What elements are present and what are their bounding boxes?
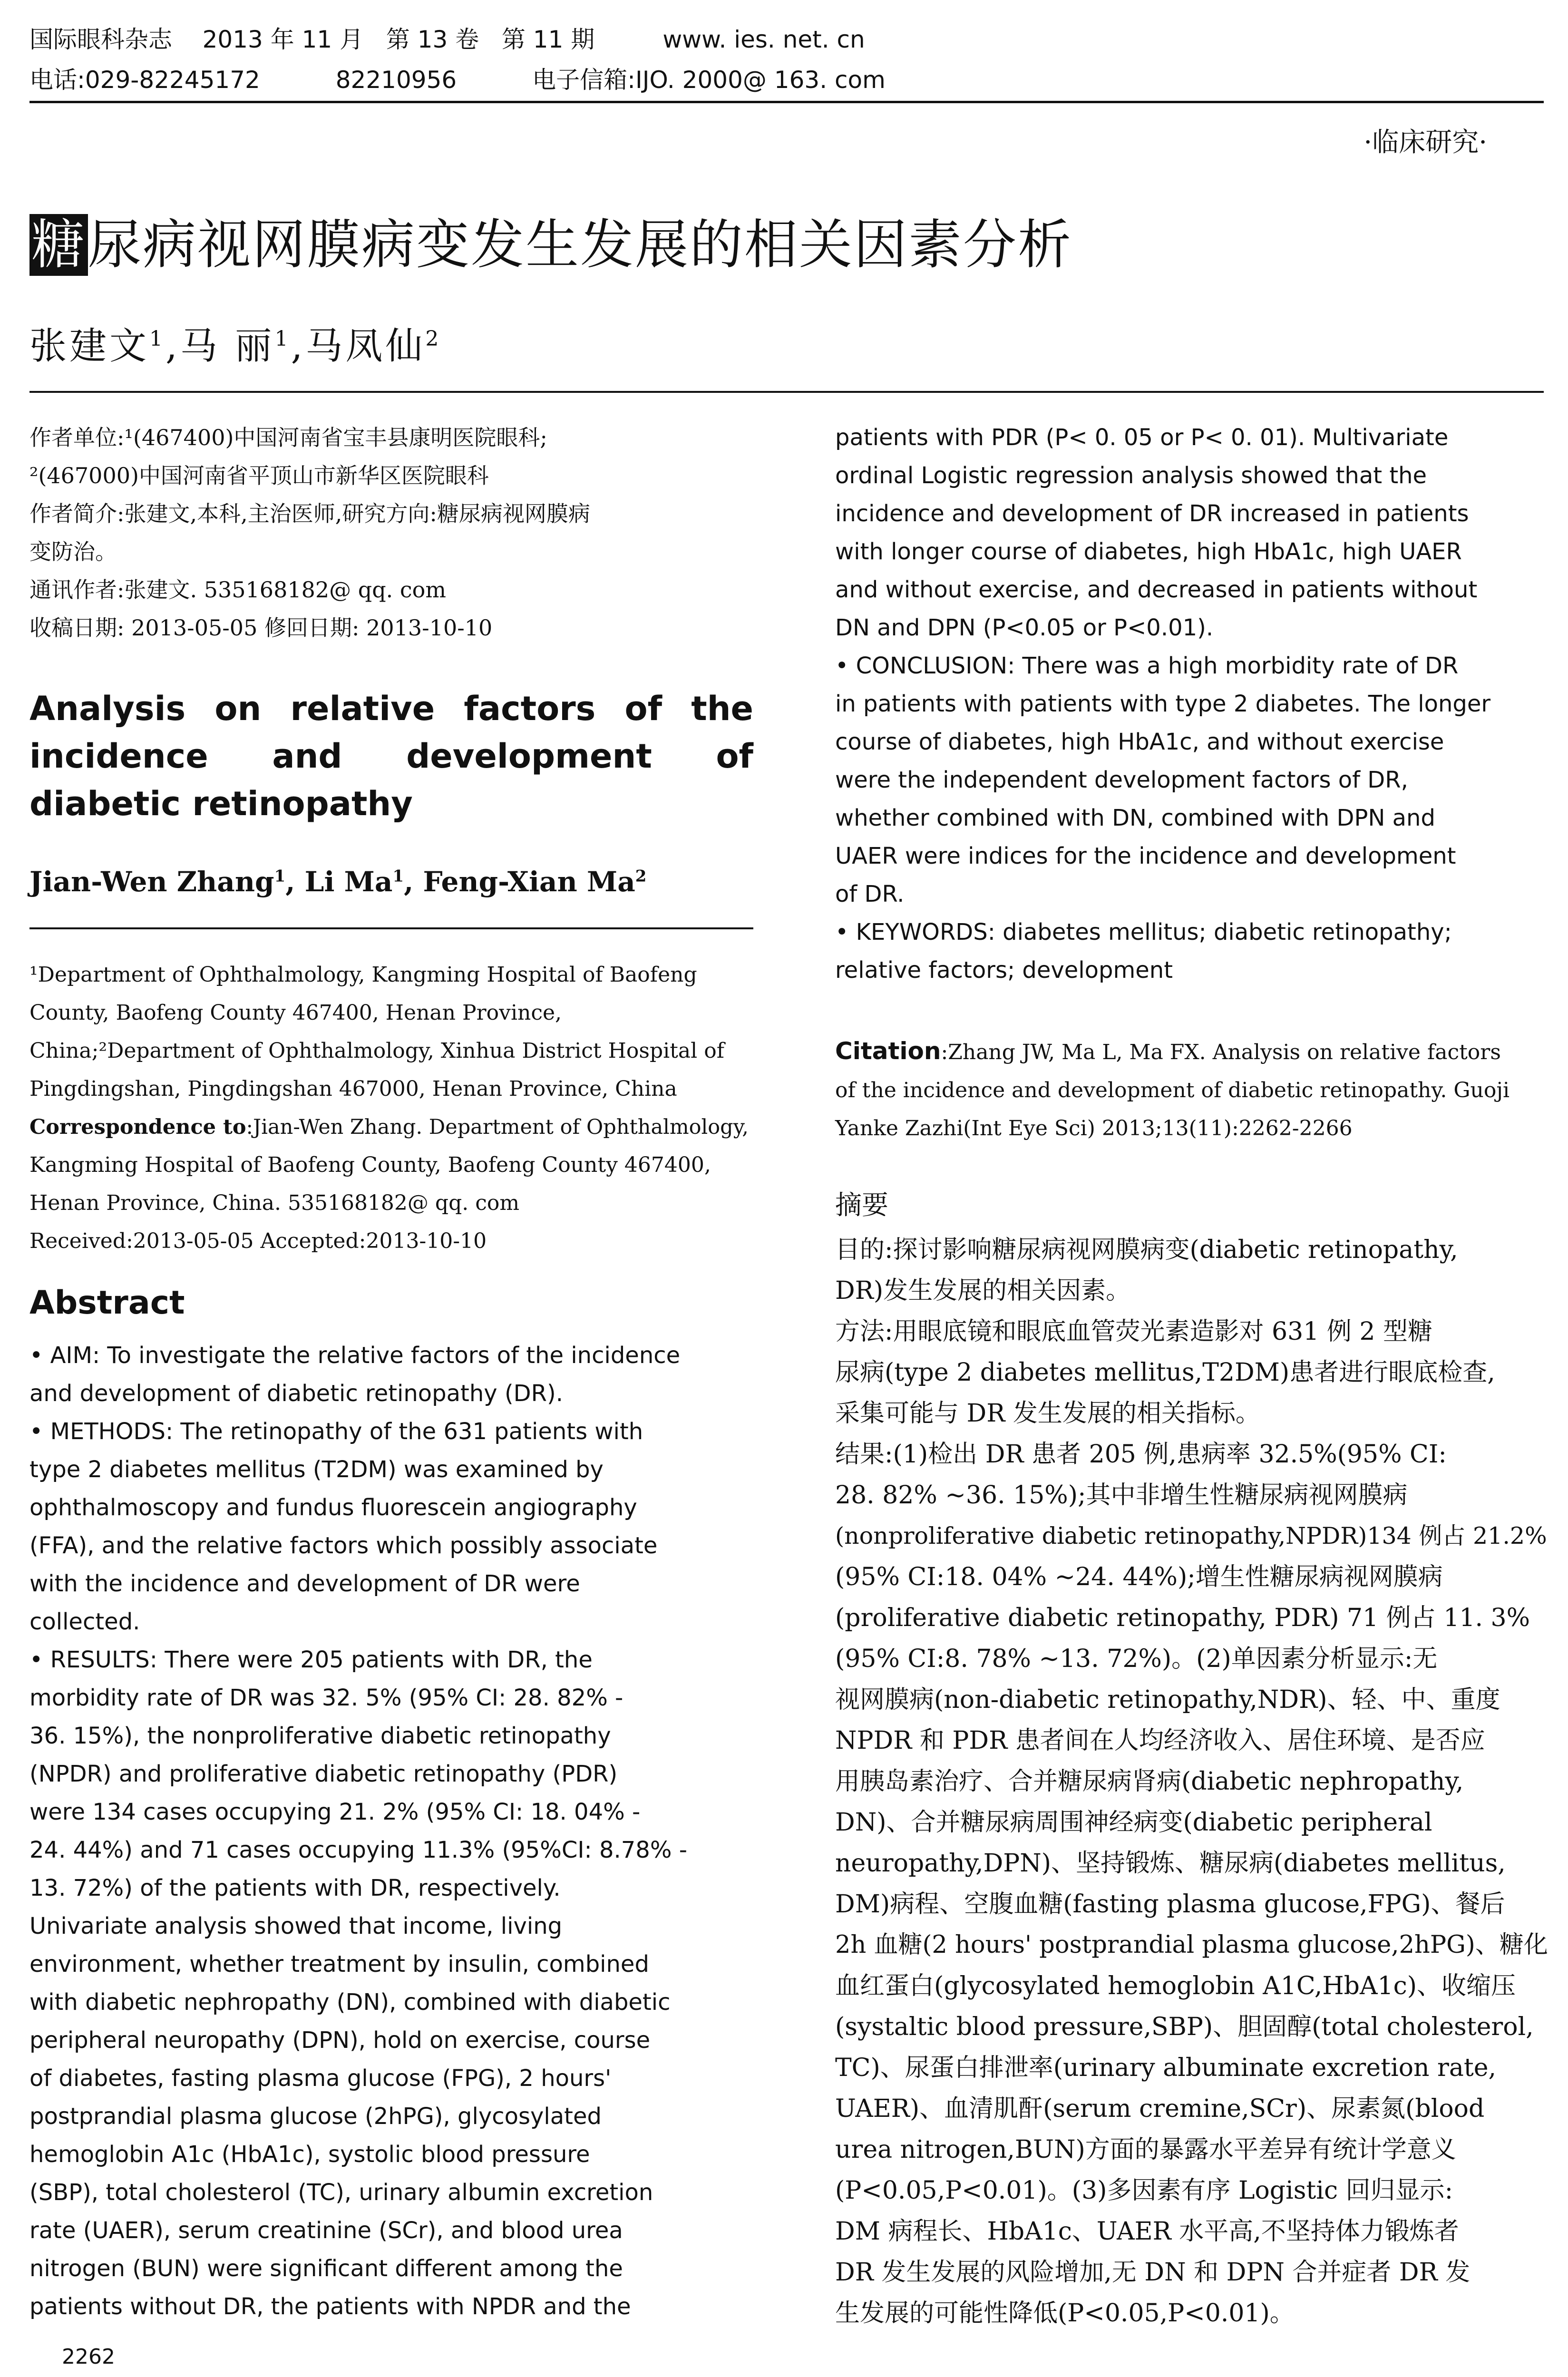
affiliation-cn-line: 变防治。	[29, 539, 117, 565]
english-title: Analysis on relative factors of the incidence and development of diabetic retinopathy	[29, 689, 753, 823]
abstract-line: of diabetes, fasting plasma glucose (FPG), 2 hours'	[29, 2065, 612, 2092]
affiliation-cn-line: 作者单位:¹(467400)中国河南省宝丰县康明医院眼科;	[29, 425, 547, 450]
affiliation-cn	[29, 419, 753, 647]
zh-abstract-line: 用胰岛素治疗、合并糖尿病肾病(diabetic nephropathy,	[835, 1767, 1464, 1796]
abstract-body-right	[835, 419, 1559, 989]
abstract-line: with the incidence and development of DR were	[29, 1570, 580, 1597]
abstract-line: Univariate analysis showed that income, living	[29, 1913, 563, 1939]
journal-header-line1: 国际眼科杂志 2013 年 11 月 第 13 卷 第 11 期 www. ies. net. cn	[29, 26, 865, 53]
abstract-line: and without exercise, and decreased in patients without	[835, 576, 1478, 603]
abstract-line: with longer course of diabetes, high HbA1c, high UAER	[835, 538, 1462, 565]
author-cn-2-sup: 1	[274, 327, 291, 351]
citation-line: Yanke Zazhi(Int Eye Sci) 2013;13(11):2262-2266	[835, 1116, 1353, 1140]
zh-abstract-line: 尿病(type 2 diabetes mellitus,T2DM)患者进行眼底检查,	[835, 1358, 1495, 1387]
citation-label: Citation	[835, 1037, 941, 1065]
abstract-line: hemoglobin A1c (HbA1c), systolic blood pressure	[29, 2141, 590, 2168]
author-cn-2: 马 丽	[180, 325, 275, 368]
received-line: Received:2013-05-05 Accepted:2013-10-10	[29, 1229, 487, 1253]
zh-abstract-line: (proliferative diabetic retinopathy, PDR) 71 例占 11. 3%	[835, 1604, 1530, 1632]
author-en-2-sup: 1	[392, 867, 404, 886]
zh-abstract-line: 结果:(1)检出 DR 患者 205 例,患病率 32.5%(95% CI:	[835, 1440, 1447, 1469]
correspondence-label: Correspondence to	[29, 1115, 246, 1139]
abstract-line: • METHODS: The retinopathy of the 631 patients with	[29, 1418, 643, 1445]
citation	[835, 1032, 1559, 1148]
zh-abstract-line: 目的:探讨影响糖尿病视网膜病变(diabetic retinopathy,	[835, 1236, 1458, 1264]
correspondence-line: Kangming Hospital of Baofeng County, Baofeng County 467400,	[29, 1153, 711, 1177]
zh-abstract-line: DR)发生发展的相关因素。	[835, 1276, 1131, 1305]
zh-abstract-line: NPDR 和 PDR 患者间在人均经济收入、居住环境、是否应	[835, 1726, 1485, 1755]
author-en-3: Feng-Xian Ma	[423, 866, 635, 898]
title-rest: 尿病视网膜病变发生发展的相关因素分析	[88, 214, 1072, 276]
citation-line: of the incidence and development of diabetic retinopathy. Guoji	[835, 1078, 1510, 1102]
zh-abstract-line: (95% CI:18. 04% ~24. 44%);增生性糖尿病视网膜病	[835, 1563, 1443, 1591]
zh-abstract-line: UAER)、血清肌酐(serum cremine,SCr)、尿素氮(blood	[835, 2094, 1485, 2123]
zh-abstract-line: 视网膜病(non-diabetic retinopathy,NDR)、轻、中、重度	[835, 1685, 1500, 1714]
abstract-line: UAER were indices for the incidence and development	[835, 843, 1456, 869]
abstract-line: of DR.	[835, 881, 905, 907]
author-en-3-sup: 2	[635, 867, 647, 886]
page-number: 2262	[62, 2345, 115, 2369]
zh-abstract-line: (95% CI:8. 78% ~13. 72%)。(2)单因素分析显示:无	[835, 1645, 1438, 1673]
zh-abstract-line: 方法:用眼底镜和眼底血管荧光素造影对 631 例 2 型糖	[835, 1317, 1432, 1346]
abstract-line: peripheral neuropathy (DPN), hold on exercise, course	[29, 2027, 651, 2054]
abstract-line: (SBP), total cholesterol (TC), urinary albumin excretion	[29, 2179, 653, 2206]
zh-abstract-line: DN)、合并糖尿病周围神经病变(diabetic peripheral	[835, 1808, 1432, 1837]
abstract-line: patients without DR, the patients with NPDR and the	[29, 2293, 631, 2320]
abstract-line: whether combined with DN, combined with DPN and	[835, 805, 1435, 831]
abstract-line: DN and DPN (P<0.05 or P<0.01).	[835, 614, 1214, 641]
zh-abstract-line: 2h 血糖(2 hours' postprandial plasma glucose,2hPG)、糖化	[835, 1931, 1548, 1959]
page-title	[29, 202, 1072, 279]
citation-line	[835, 1032, 1559, 1072]
section-tag: ·临床研究·	[1363, 127, 1487, 158]
zh-abstract-line: TC)、尿蛋白排泄率(urinary albuminate excretion rate,	[835, 2054, 1497, 2082]
abstract-line: were the independent development factors of DR,	[835, 767, 1408, 793]
affiliation-en-line: Pingdingshan, Pingdingshan 467000, Henan Province, China	[29, 1077, 677, 1101]
title-rule	[29, 391, 1544, 393]
citation-text: :Zhang JW, Ma L, Ma FX. Analysis on relative factors	[941, 1040, 1501, 1064]
authors-rule	[29, 927, 753, 929]
authors-cn	[29, 316, 441, 370]
zh-abstract-line: (nonproliferative diabetic retinopathy,NPDR)134 例占 21.2%	[835, 1522, 1547, 1549]
abstract-line: collected.	[29, 1608, 140, 1635]
zh-abstract-line: 采集可能与 DR 发生发展的相关指标。	[835, 1399, 1260, 1428]
abstract-line: nitrogen (BUN) were significant different among the	[29, 2255, 623, 2282]
author-en-2: Li Ma	[304, 866, 393, 898]
abstract-line: • AIM: To investigate the relative factors of the incidence	[29, 1342, 681, 1369]
affiliation-en-line: ¹Department of Ophthalmology, Kangming Hospital of Baofeng	[29, 963, 697, 987]
abstract-line: patients with PDR (P< 0. 05 or P< 0. 01). Multivariate	[835, 424, 1449, 451]
affiliation-en-line: China;²Department of Ophthalmology, Xinhua District Hospital of	[29, 1039, 724, 1063]
abstract-line: morbidity rate of DR was 32. 5% (95% CI: 28. 82% -	[29, 1685, 623, 1711]
abstract-heading: Abstract	[29, 1284, 185, 1322]
author-en-1: Jian-Wen Zhang	[29, 866, 274, 898]
english-authors	[29, 866, 646, 898]
affiliation-en-line: County, Baofeng County 467400, Henan Province,	[29, 1001, 562, 1025]
abstract-line: ordinal Logistic regression analysis showed that the	[835, 462, 1427, 489]
abstract-line: course of diabetes, high HbA1c, and without exercise	[835, 729, 1444, 755]
abstract-line: 24. 44%) and 71 cases occupying 11.3% (95%CI: 8.78% -	[29, 1837, 688, 1863]
zh-abstract-line: DM)病程、空腹血糖(fasting plasma glucose,FPG)、餐后	[835, 1890, 1505, 1919]
abstract-line: with diabetic nephropathy (DN), combined with diabetic	[29, 1989, 671, 2016]
zh-abstract-line: neuropathy,DPN)、坚持锻炼、糖尿病(diabetes mellitus,	[835, 1849, 1506, 1878]
author-en-1-sup: 1	[274, 867, 286, 886]
abstract-line: postprandial plasma glucose (2hPG), glycosylated	[29, 2103, 602, 2130]
abstract-line: 36. 15%), the nonproliferative diabetic retinopathy	[29, 1723, 611, 1749]
correspondence	[29, 1108, 753, 1146]
abstract-line: 13. 72%) of the patients with DR, respectively.	[29, 1875, 561, 1901]
author-cn-3-sup: 2	[425, 327, 442, 351]
abstract-line: incidence and development of DR increased in patients	[835, 500, 1469, 527]
abstract-line: type 2 diabetes mellitus (T2DM) was examined by	[29, 1456, 604, 1483]
abstract-body-left	[29, 1336, 753, 2326]
abstract-line: • KEYWORDS: diabetes mellitus; diabetic retinopathy;	[835, 919, 1452, 945]
abstract-line: • CONCLUSION: There was a high morbidity rate of DR	[835, 653, 1459, 679]
zh-abstract-line: (systaltic blood pressure,SBP)、胆固醇(total cholesterol,	[835, 2013, 1534, 2041]
author-cn-1: 张建文	[29, 325, 150, 368]
correspondence-line: :Jian-Wen Zhang. Department of Ophthalmology,	[246, 1115, 749, 1139]
abstract-line: (NPDR) and proliferative diabetic retinopathy (PDR)	[29, 1761, 618, 1787]
abstract-line: rate (UAER), serum creatinine (SCr), and blood urea	[29, 2217, 623, 2244]
author-sep: ,	[291, 325, 306, 368]
abstract-line: were 134 cases occupying 21. 2% (95% CI: 18. 04% -	[29, 1799, 641, 1825]
affiliation-cn-line: 作者简介:张建文,本科,主治医师,研究方向:糖尿病视网膜病	[29, 501, 590, 526]
author-cn-3: 马凤仙	[305, 325, 426, 368]
abstract-line: • RESULTS: There were 205 patients with DR, the	[29, 1646, 593, 1673]
zh-abstract-line: 生发展的可能性降低(P<0.05,P<0.01)。	[835, 2299, 1295, 2328]
affiliation-cn-line: 通讯作者:张建文. 535168182@ qq. com	[29, 577, 446, 603]
english-affiliation	[29, 956, 753, 1260]
author-sep: ,	[404, 866, 423, 898]
author-cn-1-sup: 1	[149, 327, 166, 351]
abstract-line: relative factors; development	[835, 957, 1173, 984]
abstract-line: (FFA), and the relative factors which possibly associate	[29, 1532, 658, 1559]
correspondence-line: Henan Province, China. 535168182@ qq. com	[29, 1191, 520, 1215]
author-sep: ,	[166, 325, 180, 368]
abstract-line: ophthalmoscopy and fundus fluorescein angiography	[29, 1494, 637, 1521]
zh-abstract-body	[835, 1229, 1559, 2334]
title-first-char: 糖	[29, 214, 88, 276]
author-sep: ,	[285, 866, 305, 898]
journal-header-line2: 电话:029-82245172 82210956 电子信箱:IJO. 2000@ 163. com	[29, 66, 886, 94]
zh-abstract-line: DM 病程长、HbA1c、UAER 水平高,不坚持体力锻炼者	[835, 2217, 1459, 2246]
zh-abstract-line: DR 发生发展的风险增加,无 DN 和 DPN 合并症者 DR 发	[835, 2258, 1471, 2287]
abstract-line: and development of diabetic retinopathy (DR).	[29, 1380, 563, 1407]
affiliation-cn-line: 收稿日期: 2013-05-05 修回日期: 2013-10-10	[29, 615, 493, 641]
abstract-line: environment, whether treatment by insulin, combined	[29, 1951, 649, 1978]
zh-abstract-heading: 摘要	[835, 1190, 888, 1221]
abstract-line: in patients with patients with type 2 diabetes. The longer	[835, 691, 1491, 717]
affiliation-cn-line: ²(467000)中国河南省平顶山市新华区医院眼科	[29, 463, 489, 488]
header-rule	[29, 101, 1544, 103]
zh-abstract-line: 28. 82% ~36. 15%);其中非增生性糖尿病视网膜病	[835, 1481, 1408, 1510]
zh-abstract-line: urea nitrogen,BUN)方面的暴露水平差异有统计学意义	[835, 2135, 1456, 2164]
zh-abstract-line: 血红蛋白(glycosylated hemoglobin A1C,HbA1c)、收缩压	[835, 1972, 1516, 2000]
zh-abstract-line: (P<0.05,P<0.01)。(3)多因素有序 Logistic 回归显示:	[835, 2176, 1453, 2205]
